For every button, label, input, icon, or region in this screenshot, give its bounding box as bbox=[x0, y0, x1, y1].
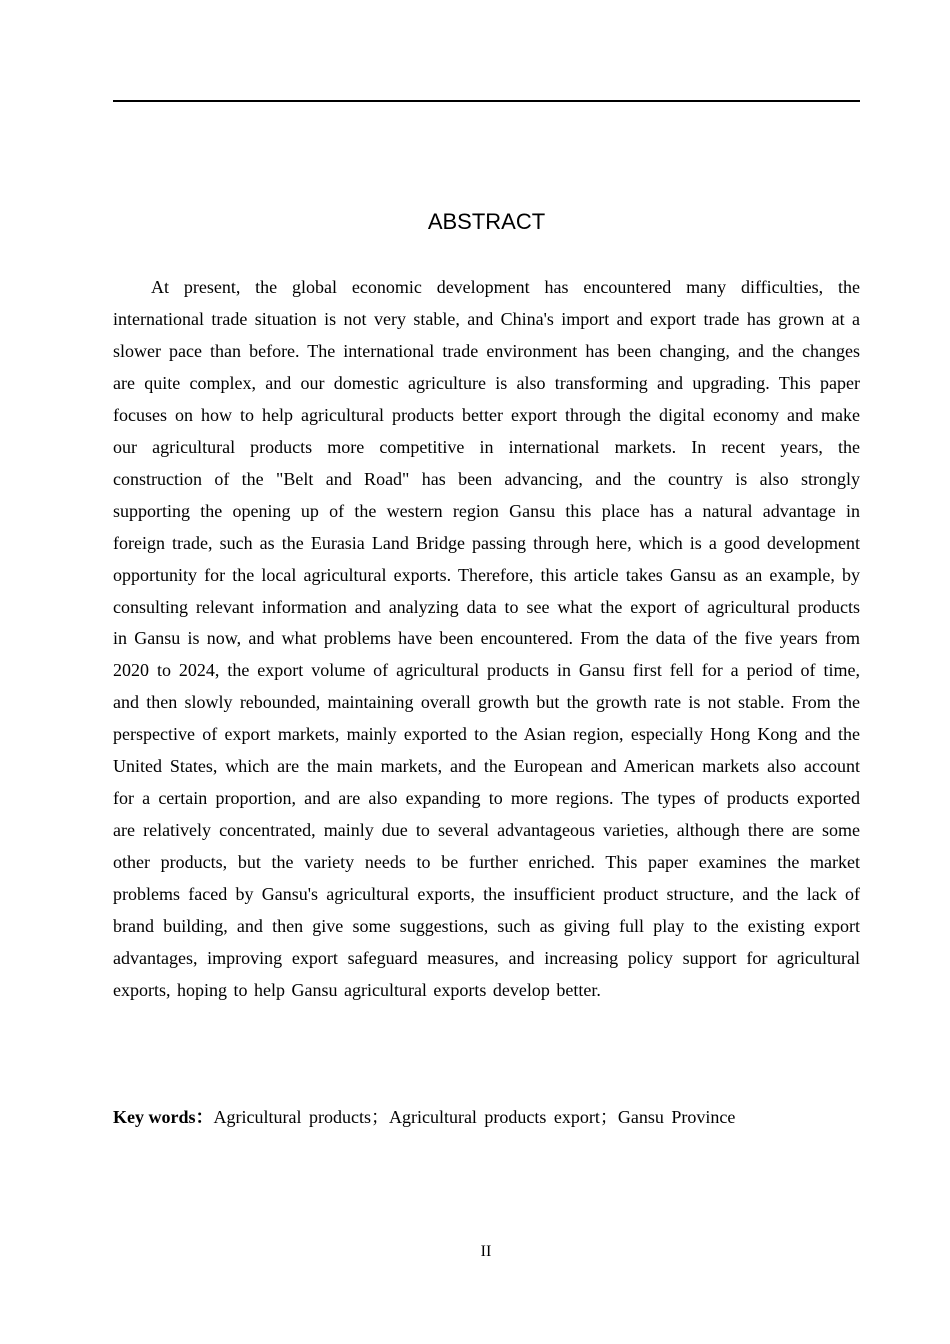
keywords-label: Key words： bbox=[113, 1107, 214, 1127]
abstract-body: At present, the global economic development has encountered many difficulties, the international trade situation is not very stable, and China's import and export trade has grown at a slower pace than before. The international trade environment has been changing, and the changes are quite complex, and our domestic agriculture is also transforming and upgrading. This paper focuses on how to help agricultural products better export through the digital economy and make our agricultural products more competitive in international markets. In recent years, the construction of the "Belt and Road" has been advancing, and the country is also strongly supporting the opening up of the western region Gansu this place has a natural advantage in foreign trade, such as the Eurasia Land Bridge passing through here, which is a good development opportunity for the local agricultural exports. Therefore, this article takes Gansu as an example, by consulting relevant information and analyzing data to see what the export of agricultural products in Gansu is now, and what problems have been encountered. From the data of the five years from 2020 to 2024, the export volume of agricultural products in Gansu first fell for a period of time, and then slowly rebounded, maintaining overall growth but the growth rate is not stable. From the perspective of export markets, mainly exported to the Asian region, especially Hong Kong and the United States, which are the main markets, and the European and American markets also account for a certain proportion, and are also expanding to more regions. The types of products exported are relatively concentrated, mainly due to several advantageous varieties, although there are some other products, but the variety needs to be further enriched. This paper examines the market problems faced by Gansu's agricultural exports, the insufficient product structure, and the lack of brand building, and then give some suggestions, such as giving full play to the existing export advantages, improving export safeguard measures, and increasing policy support for agricultural exports, hoping to help Gansu agricultural exports develop better. bbox=[113, 277, 860, 1000]
keywords bbox=[113, 1102, 860, 1133]
keywords-text: Agricultural products；Agricultural products export；Gansu Province bbox=[213, 1107, 736, 1127]
abstract-title: ABSTRACT bbox=[427, 209, 546, 234]
page-number: II bbox=[480, 1243, 492, 1260]
header-rule bbox=[113, 100, 860, 102]
